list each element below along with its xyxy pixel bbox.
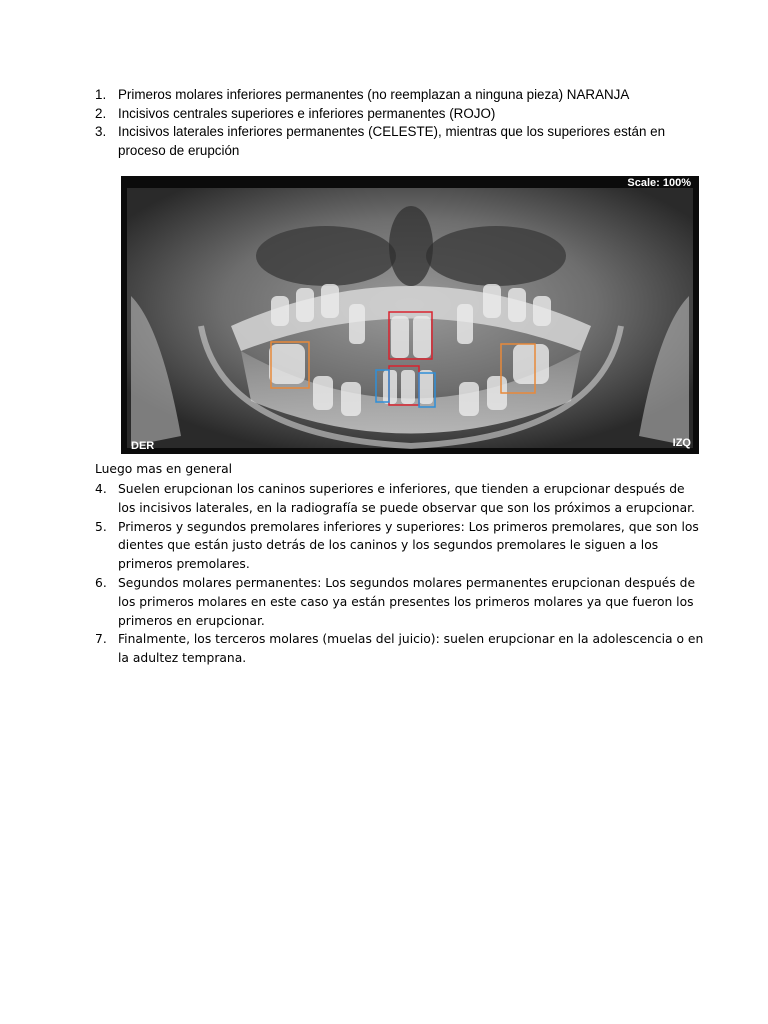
list-item (95, 574, 705, 630)
list-text: Incisivos laterales inferiores permanentes (CELESTE), mientras que los superiores están en proceso de erupción (118, 124, 666, 158)
list-number: 6. (95, 575, 107, 590)
izq-label: IZQ (672, 437, 691, 449)
list-text: Primeros molares inferiores permanentes (no reemplazan a ninguna pieza) NARANJA (118, 87, 630, 102)
list-item (95, 630, 705, 668)
list-number: 1. (95, 87, 107, 102)
numbered-list-top (95, 86, 715, 160)
list-number: 5. (95, 519, 107, 534)
panoramic-xray-image (121, 176, 699, 454)
list-text: Finalmente, los terceros molares (muelas del juicio): suelen erupcionar en la adolescencia o en la adultez temprana. (118, 632, 704, 666)
list-item (95, 86, 715, 105)
der-label: DER (131, 440, 155, 452)
list-text: Suelen erupcionan los caninos superiores e inferiores, que tienden a erupcionar después de los incisivos laterales, en la radiografía se puede observar que son los próximos a erupcionar. (118, 482, 695, 515)
section-lead-text: Luego mas en general (95, 462, 233, 476)
scale-label: Scale: 100% (627, 177, 691, 189)
list-number: 4. (95, 482, 107, 496)
list-item (95, 480, 705, 518)
list-item (95, 105, 715, 124)
xray-graphic (121, 176, 699, 454)
list-item (95, 123, 715, 160)
list-number: 3. (95, 124, 107, 139)
list-number: 2. (95, 105, 107, 121)
list-text: Primeros y segundos premolares inferiores y superiores: Los primeros premolares, que son los dientes que están justo detrás de los caninos y los segundos premolares le siguen a los primeros premolares. (118, 519, 699, 572)
numbered-list-bottom (95, 480, 705, 668)
list-number: 7. (95, 632, 107, 647)
list-text: Segundos molares permanentes: Los segundos molares permanentes erupcionan después de los primeros molares en este caso ya están presentes los primeros molares ya que fueron los primeros en erupcionar. (118, 575, 696, 628)
list-item (95, 518, 705, 574)
list-text: Incisivos centrales superiores e inferiores permanentes (ROJO) (118, 105, 496, 121)
